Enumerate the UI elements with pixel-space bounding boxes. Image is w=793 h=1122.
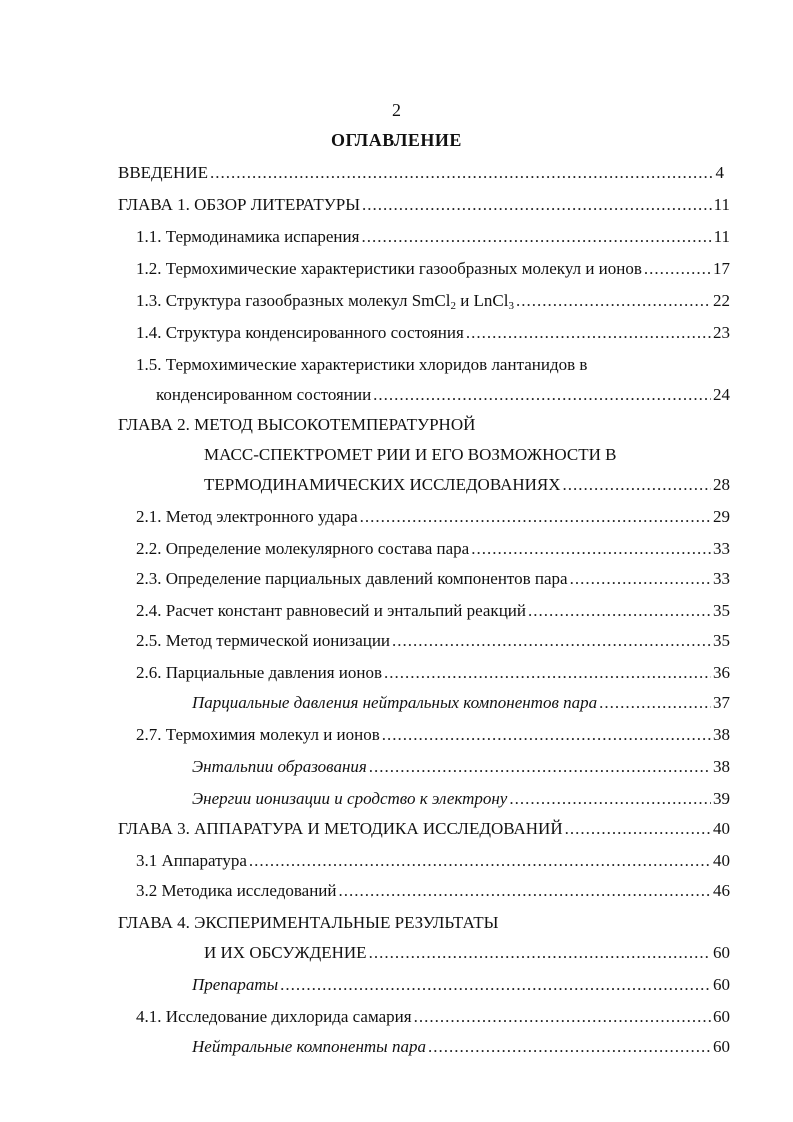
toc-entry-introduction[interactable]: ВВЕДЕНИЕ ..... 4 [118, 160, 724, 186]
toc-entry-1-2[interactable]: 1.2. Термохимические характеристики газообразных молекул и ионов ..... 17 [136, 256, 730, 282]
toc-entry-2-4[interactable]: 2.4. Расчет констант равновесий и энтальпий реакций ..... 35 [136, 598, 730, 624]
toc-entry-chapter-2[interactable]: ТЕРМОДИНАМИЧЕСКИХ ИССЛЕДОВАНИЯХ ..... 28 [204, 472, 730, 498]
toc-entry-2-2[interactable]: 2.2. Определение молекулярного состава пара ..... 33 [136, 536, 730, 562]
toc-entry-2-7-enthalpies[interactable]: Энтальпии образования ..... 38 [192, 754, 730, 780]
toc-entry-1-3[interactable]: 1.3. Структура газообразных молекул SmCl$_2$ и LnCl$_3$ ..... 22 [136, 288, 730, 314]
toc-entry-1-5[interactable]: конденсированном состоянии ..... 24 [156, 382, 730, 408]
toc-entry-2-7-ionization[interactable]: Энергии ионизации и сродство к электрону ..... 39 [192, 786, 730, 812]
toc-entry-2-6[interactable]: 2.6. Парциальные давления ионов ..... 36 [136, 660, 730, 686]
toc-entry-chapter-2-line2[interactable]: МАСС-СПЕКТРОМЕТ РИИ И ЕГО ВОЗМОЖНОСТИ В [204, 445, 617, 464]
toc-entry-2-3[interactable]: 2.3. Определение парциальных давлений компонентов пара ..... 33 [136, 566, 730, 592]
toc-entry-1-4[interactable]: 1.4. Структура конденсированного состояния ..... 23 [136, 320, 730, 346]
toc-entry-3-2[interactable]: 3.2 Методика исследований ..... 46 [136, 878, 730, 904]
toc-entry-1-1[interactable]: 1.1. Термодинамика испарения ..... 11 [136, 224, 730, 250]
toc-entry-chapter-4-line1[interactable]: ГЛАВА 4. ЭКСПЕРИМЕНТАЛЬНЫЕ РЕЗУЛЬТАТЫ [118, 913, 499, 932]
page-number: 2 [392, 100, 401, 120]
toc-entry-chapter-2-line1[interactable]: ГЛАВА 2. МЕТОД ВЫСОКОТЕМПЕРАТУРНОЙ [118, 415, 476, 434]
toc-entry-2-5[interactable]: 2.5. Метод термической ионизации ..... 35 [136, 628, 730, 654]
toc-entry-preparations[interactable]: Препараты ..... 60 [192, 972, 730, 998]
toc-entry-2-6-neutral-pressures[interactable]: Парциальные давления нейтральных компонентов пара ..... 37 [192, 690, 730, 716]
toc-entry-chapter-3[interactable]: ГЛАВА 3. АППАРАТУРА И МЕТОДИКА ИССЛЕДОВАНИЙ ..... 40 [118, 816, 730, 842]
toc-entry-2-7[interactable]: 2.7. Термохимия молекул и ионов ..... 38 [136, 722, 730, 748]
toc-entry-4-1-neutral-components[interactable]: Нейтральные компоненты пара ..... 60 [192, 1034, 730, 1060]
toc-entry-chapter-1[interactable]: ГЛАВА 1. ОБЗОР ЛИТЕРАТУРЫ ..... 11 [118, 192, 730, 218]
toc-entry-chapter-4[interactable]: И ИХ ОБСУЖДЕНИЕ ..... 60 [204, 940, 730, 966]
toc-entry-2-1[interactable]: 2.1. Метод электронного удара ..... 29 [136, 504, 730, 530]
toc-entry-4-1[interactable]: 4.1. Исследование дихлорида самария ..... 60 [136, 1004, 730, 1030]
toc-title: ОГЛАВЛЕНИЕ [331, 130, 462, 150]
toc-entry-1-5-line1[interactable]: 1.5. Термохимические характеристики хлоридов лантанидов в [136, 355, 588, 374]
toc-entry-3-1[interactable]: 3.1 Аппаратура ..... 40 [136, 848, 730, 874]
